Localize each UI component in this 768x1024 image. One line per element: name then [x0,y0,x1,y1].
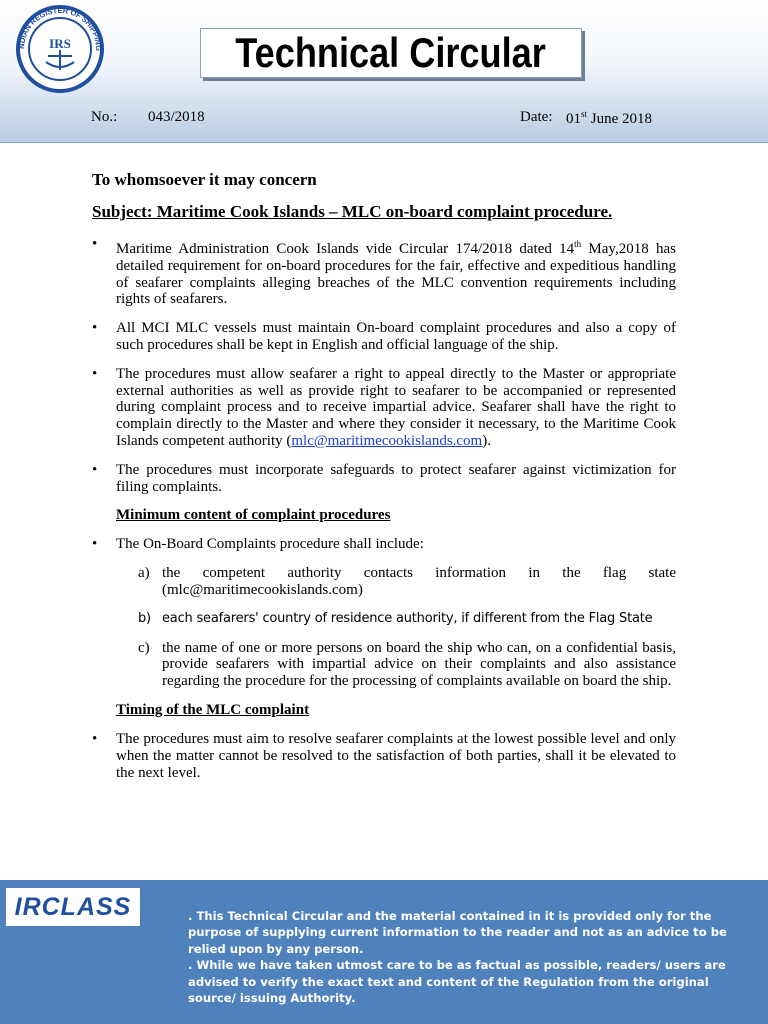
sub-item-a: a) the competent authority contacts information in the flag state (mlc@maritimecookislands.com) [138,565,676,598]
bullet-list-procedure [92,536,676,553]
irclass-wordmark: IRCLASS [14,892,132,921]
circular-number-label: No.: [91,109,118,125]
sub-item-b: b) each seafarers' country of residence authority, if different from the Flag State [138,610,653,626]
header-band [0,0,768,143]
email-link[interactable]: mlc@maritimecookislands.com [291,432,483,449]
circular-body [92,170,676,793]
title-box [200,28,582,78]
svg-text:IRS: IRS [49,36,71,51]
addressee: To whomsoever it may concern [92,170,317,189]
bullet-list-timing [92,731,676,781]
circular-date: 01st June 2018 [566,109,653,127]
bullet-circular-reference: • Maritime Administration Cook Islands vide Circular 174/2018 dated 14th May,2018 has detailed requirement for on-board procedures for the fair, effective and expeditious handling of seafarer complaints alleging breaches of the MLC convention requirements including rights of seafarers. [92,236,676,308]
section-heading-minimum-content: Minimum content of complaint procedures [116,507,391,524]
bullet-procedure-include: • The On-Board Complaints procedure shall include: [92,536,676,553]
subject-line: Subject: Maritime Cook Islands – MLC on-board complaint procedure. [92,202,613,221]
sub-item-c: c) the name of one or more persons on board the ship who can, on a confidential basis, provide seafarers with impartial advice on their complaints and also assistance regarding the procedure for the processing of complaints available on board the ship. [138,639,676,690]
disclaimer-line-1: . This Technical Circular and the material contained in it is provided only for the purpose of supplying current information to the reader and not as an advice to be relied upon by any person. [188,909,727,956]
bullet-right-to-appeal: • The procedures must allow seafarer a right to appeal directly to the Master or appropriate external authorities as well as provide right to seafarer to be accompanied or represented during complaint process and to receive impartial advice. Seafarer shall have the right to complain directly to the Master and where they consider it necessary, to the Maritime Cook Islands competent authority (mlc@maritimecookislands.com). [92,366,676,450]
svg-text:INDIAN REGISTER OF SHIPPING: NDIAN REGISTER OF SHIPPING [16,5,104,52]
irclass-logo [6,888,140,926]
section-heading-timing: Timing of the MLC complaint [116,701,310,718]
bullet-safeguards: • The procedures must incorporate safeguards to protect seafarer against victimization for filing complaints. [92,462,676,496]
disclaimer [188,908,754,1006]
irs-logo [10,4,110,94]
footer-band [0,880,768,1024]
bullet-maintain-procedures: • All MCI MLC vessels must maintain On-board complaint procedures and also a copy of such procedures shall be kept in English and official language of the ship. [92,320,676,354]
sub-list [92,565,676,690]
date-label: Date: [520,109,553,125]
circular-number: 043/2018 [148,109,205,125]
bullet-resolve-level: • The procedures must aim to resolve seafarer complaints at the lowest possible level and only when the matter cannot be resolved to the satisfaction of both parties, shall it be elevated to the next level. [92,731,676,781]
disclaimer-line-2: . While we have taken utmost care to be as factual as possible, readers/ users are advised to verify the exact text and content of the Regulation from the original source/ issuing Authority. [188,958,726,1006]
page-title: Technical Circular [235,29,547,76]
bullet-list [92,236,676,495]
